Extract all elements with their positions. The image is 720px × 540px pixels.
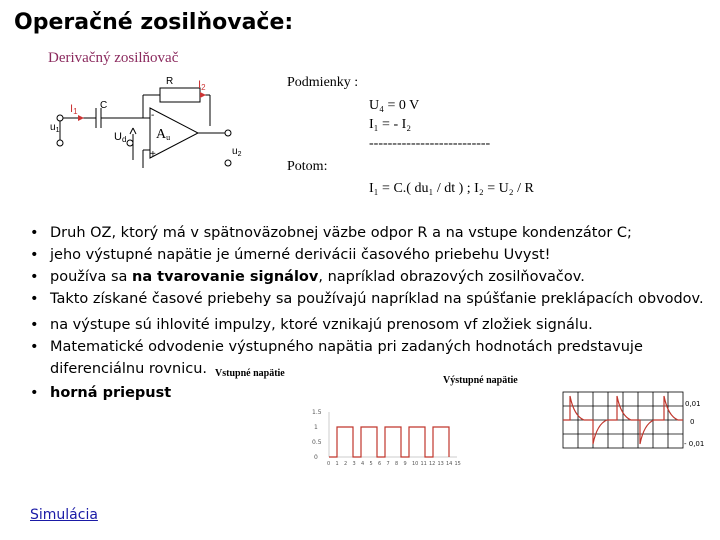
x-tick-label: 14	[446, 461, 453, 467]
svg-text:Ud	[114, 131, 126, 144]
label-I1: I	[70, 103, 74, 115]
svg-text:u1	[50, 122, 60, 134]
diagram-title: Derivačný zosilňovač	[48, 50, 179, 66]
condition-line-1: U₄ = 0 V	[369, 98, 420, 113]
x-tick-label: 1	[335, 461, 339, 467]
conditions-header: Podmienky :	[287, 75, 359, 90]
label-I2: I	[198, 79, 202, 91]
svg-text:I2	[198, 79, 206, 92]
x-tick-label: 0	[327, 461, 331, 467]
label-Au: A	[156, 127, 167, 142]
input-voltage-label: Vstupné napätie	[215, 368, 285, 379]
x-tick-label: 11	[420, 461, 427, 467]
label-Ud: U	[114, 131, 122, 143]
label-u1-sub: 1	[55, 127, 60, 134]
label-u2-sub: 2	[237, 151, 242, 158]
label-Au-sub: u	[166, 133, 171, 142]
condition-separator: --------------------------	[369, 136, 491, 151]
output-voltage-label: Výstupné napätie	[443, 375, 518, 386]
svg-text:0.5: 0.5	[312, 439, 322, 446]
page-title: Operačné zosilňovače:	[14, 10, 294, 35]
x-tick-label: 8	[395, 461, 399, 467]
output-voltage-graph	[560, 390, 710, 455]
label-I2-sub: 2	[201, 83, 206, 92]
condition-formula: I₁ = C.( du₁ / dt ) ; I₂ = U₂ / R	[369, 181, 534, 196]
label-u2: u	[232, 146, 238, 157]
svg-text:1.5: 1.5	[312, 409, 322, 416]
x-tick-label: 9	[403, 461, 407, 467]
svg-text:- 0,01: - 0,01	[684, 440, 705, 448]
condition-line-2: I₁ = - I₂	[369, 117, 412, 132]
label-C: C	[100, 100, 108, 111]
label-Ud-sub: d	[121, 135, 127, 144]
label-R: R	[166, 76, 174, 87]
x-tick-label: 3	[352, 461, 356, 467]
svg-text:1: 1	[314, 424, 318, 431]
svg-text:0: 0	[690, 418, 695, 426]
label-minus: -	[151, 110, 155, 121]
differentiator-circuit	[48, 68, 278, 193]
label-I1-sub: 1	[73, 107, 78, 116]
input-voltage-graph	[312, 405, 462, 470]
label-u1: u	[50, 122, 56, 133]
x-tick-label: 10	[412, 461, 419, 467]
svg-text:u2	[232, 146, 242, 158]
svg-text:0: 0	[314, 454, 318, 461]
simulation-link[interactable]: Simulácia	[30, 507, 98, 523]
x-tick-label: 7	[386, 461, 390, 467]
x-tick-label: 2	[344, 461, 348, 467]
svg-text:Au	[156, 127, 170, 142]
x-tick-label: 5	[369, 461, 373, 467]
label-plus: +	[150, 149, 156, 160]
x-tick-label: 4	[361, 461, 365, 467]
conditions-then: Potom:	[287, 159, 328, 174]
x-tick-label: 15	[454, 461, 461, 467]
svg-text:I1	[70, 103, 78, 116]
x-tick-label: 12	[429, 461, 436, 467]
svg-text:0,01: 0,01	[685, 400, 701, 408]
x-tick-label: 6	[378, 461, 382, 467]
x-tick-label: 13	[437, 461, 444, 467]
